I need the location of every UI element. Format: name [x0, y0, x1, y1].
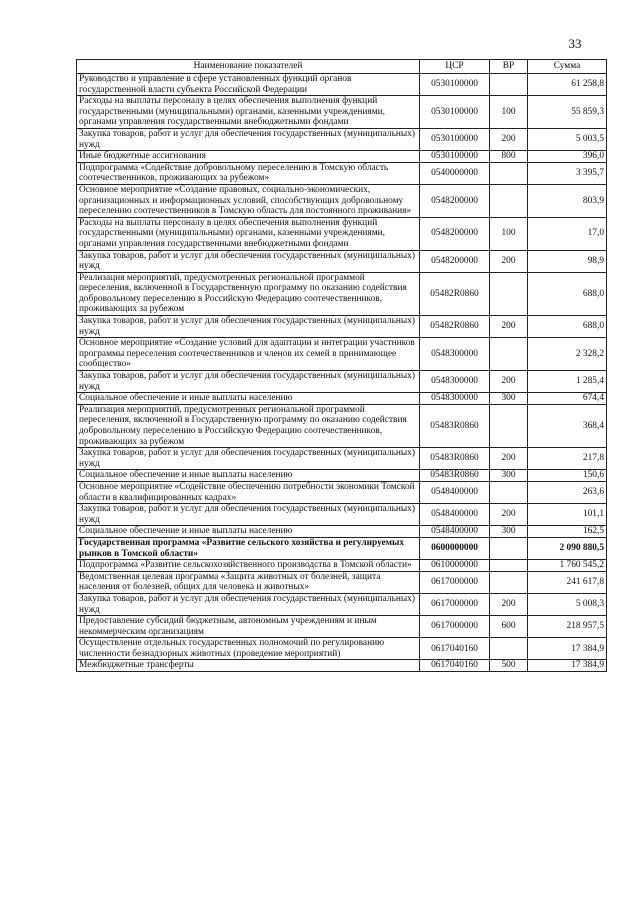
row-vr-cell — [490, 560, 528, 572]
row-vr-cell: 800 — [490, 151, 528, 163]
row-name-cell: Подпрограмма «Содействие добровольному переселению в Томскую область соотечественников, проживающих за рубежом» — [77, 162, 420, 184]
row-vr-cell: 200 — [490, 128, 528, 150]
table-header-row — [77, 60, 607, 74]
table-row — [77, 504, 607, 526]
row-vr-cell: 200 — [490, 504, 528, 526]
row-sum-cell: 396,0 — [528, 151, 607, 163]
row-csr-cell: 05483R0860 — [420, 404, 490, 447]
table-row — [77, 96, 607, 129]
row-csr-cell: 0540000000 — [420, 162, 490, 184]
table-row — [77, 338, 607, 371]
table-row — [77, 162, 607, 184]
row-sum-cell: 162,5 — [528, 526, 607, 538]
row-sum-cell: 218 957,5 — [528, 616, 607, 638]
table-row — [77, 616, 607, 638]
row-vr-cell: 100 — [490, 96, 528, 129]
row-csr-cell: 0617000000 — [420, 593, 490, 615]
table-row — [77, 638, 607, 660]
row-vr-cell — [490, 571, 528, 593]
row-csr-cell: 0548400000 — [420, 481, 490, 503]
row-sum-cell: 61 258,8 — [528, 74, 607, 96]
row-csr-cell: 0617040160 — [420, 660, 490, 672]
row-vr-cell — [490, 481, 528, 503]
row-sum-cell: 688,0 — [528, 272, 607, 315]
row-vr-cell: 300 — [490, 526, 528, 538]
row-sum-cell: 1 285,4 — [528, 371, 607, 393]
row-sum-cell: 98,9 — [528, 250, 607, 272]
row-name-cell: Государственная программа «Развитие сельского хозяйства и регулируемых рынков в Томской области» — [77, 537, 420, 559]
row-csr-cell: 0548300000 — [420, 371, 490, 393]
row-vr-cell: 200 — [490, 593, 528, 615]
row-name-cell: Подпрограмма «Развитие сельскохозяйственного производства в Томской области» — [77, 560, 420, 572]
row-sum-cell: 17 384,9 — [528, 638, 607, 660]
row-csr-cell: 0610000000 — [420, 560, 490, 572]
row-sum-cell: 803,9 — [528, 184, 607, 217]
row-name-cell: Иные бюджетные ассигнования — [77, 151, 420, 163]
row-csr-cell: 0548400000 — [420, 504, 490, 526]
row-csr-cell: 0548200000 — [420, 250, 490, 272]
row-csr-cell: 0617040160 — [420, 638, 490, 660]
row-csr-cell: 0530100000 — [420, 151, 490, 163]
row-vr-cell — [490, 638, 528, 660]
table-row — [77, 560, 607, 572]
row-name-cell: Основное мероприятие «Создание условий для адаптации и интеграции участников программы переселения соотечественников и членов их семей в принимающее сообщество» — [77, 338, 420, 371]
header-name: Наименование показателей — [77, 60, 420, 74]
row-vr-cell — [490, 184, 528, 217]
table-row — [77, 537, 607, 559]
row-vr-cell — [490, 537, 528, 559]
row-sum-cell: 1 760 545,2 — [528, 560, 607, 572]
table-row — [77, 128, 607, 150]
row-csr-cell: 05482R0860 — [420, 272, 490, 315]
row-name-cell: Закупка товаров, работ и услуг для обеспечения государственных (муниципальных) нужд — [77, 448, 420, 470]
table-row — [77, 448, 607, 470]
row-name-cell: Основное мероприятие «Содействие обеспечению потребности экономики Томской области в квалифицированных кадрах» — [77, 481, 420, 503]
row-name-cell: Осуществление отдельных государственных полномочий по регулированию численности безнадзорных животных (проведение мероприятий) — [77, 638, 420, 660]
row-name-cell: Закупка товаров, работ и услуг для обеспечения государственных (муниципальных) нужд — [77, 250, 420, 272]
table-row — [77, 217, 607, 250]
row-vr-cell: 300 — [490, 470, 528, 482]
row-name-cell: Закупка товаров, работ и услуг для обеспечения государственных (муниципальных) нужд — [77, 316, 420, 338]
row-sum-cell: 150,6 — [528, 470, 607, 482]
row-vr-cell — [490, 162, 528, 184]
row-csr-cell: 05483R0860 — [420, 470, 490, 482]
row-vr-cell: 500 — [490, 660, 528, 672]
row-sum-cell: 368,4 — [528, 404, 607, 447]
row-sum-cell: 3 395,7 — [528, 162, 607, 184]
table-row — [77, 404, 607, 447]
row-csr-cell: 0548300000 — [420, 338, 490, 371]
row-csr-cell: 0617000000 — [420, 571, 490, 593]
row-sum-cell: 674,4 — [528, 393, 607, 405]
row-sum-cell: 241 617,8 — [528, 571, 607, 593]
header-sum: Сумма — [528, 60, 607, 74]
row-csr-cell: 0548300000 — [420, 393, 490, 405]
table-row — [77, 151, 607, 163]
table-row — [77, 526, 607, 538]
table-body — [77, 74, 607, 672]
row-name-cell: Закупка товаров, работ и услуг для обеспечения государственных (муниципальных) нужд — [77, 504, 420, 526]
table-row — [77, 393, 607, 405]
row-name-cell: Закупка товаров, работ и услуг для обеспечения государственных (муниципальных) нужд — [77, 128, 420, 150]
table-row — [77, 660, 607, 672]
row-name-cell: Социальное обеспечение и иные выплаты населению — [77, 393, 420, 405]
table-row — [77, 470, 607, 482]
row-vr-cell — [490, 338, 528, 371]
row-sum-cell: 688,0 — [528, 316, 607, 338]
row-sum-cell: 217,8 — [528, 448, 607, 470]
row-name-cell: Закупка товаров, работ и услуг для обеспечения государственных (муниципальных) нужд — [77, 593, 420, 615]
header-csr: ЦСР — [420, 60, 490, 74]
row-vr-cell — [490, 272, 528, 315]
table-row — [77, 571, 607, 593]
row-sum-cell: 5 003,5 — [528, 128, 607, 150]
row-vr-cell: 200 — [490, 371, 528, 393]
row-name-cell: Социальное обеспечение и иные выплаты населению — [77, 470, 420, 482]
row-sum-cell: 17,0 — [528, 217, 607, 250]
row-name-cell: Реализация мероприятий, предусмотренных региональной программой переселения, включенной в Государственную программу по оказанию содействия добровольному переселению в Российскую Федерацию соотечественников, проживающих за рубежом — [77, 272, 420, 315]
row-sum-cell: 2 328,2 — [528, 338, 607, 371]
row-name-cell: Закупка товаров, работ и услуг для обеспечения государственных (муниципальных) нужд — [77, 371, 420, 393]
row-name-cell: Предоставление субсидий бюджетным, автономным учреждениям и иным некоммерческим организациям — [77, 616, 420, 638]
row-name-cell: Расходы на выплаты персоналу в целях обеспечения выполнения функций государственными (муниципальными) органами, казенными учреждениями, органами управления государственными внебюджетными фондами — [77, 217, 420, 250]
row-name-cell: Реализация мероприятий, предусмотренных региональной программой переселения, включенной в Государственную программу по оказанию содействия добровольному переселению в Российскую Федерацию соотечественников, проживающих за рубежом — [77, 404, 420, 447]
row-csr-cell: 0548200000 — [420, 184, 490, 217]
row-sum-cell: 2 090 880,5 — [528, 537, 607, 559]
row-sum-cell: 263,6 — [528, 481, 607, 503]
row-csr-cell: 0530100000 — [420, 128, 490, 150]
row-csr-cell: 0530100000 — [420, 96, 490, 129]
row-sum-cell: 5 008,3 — [528, 593, 607, 615]
table-row — [77, 250, 607, 272]
row-csr-cell: 0548400000 — [420, 526, 490, 538]
table-row — [77, 593, 607, 615]
table-row — [77, 481, 607, 503]
row-csr-cell: 0600000000 — [420, 537, 490, 559]
row-vr-cell: 200 — [490, 448, 528, 470]
row-name-cell: Основное мероприятие «Создание правовых, социально-экономических, организационных и информационных условий, способствующих добровольному переселению соотечественников в Томскую область для постоянного проживания» — [77, 184, 420, 217]
table-row — [77, 316, 607, 338]
table-row — [77, 184, 607, 217]
table-row — [77, 371, 607, 393]
table-row — [77, 74, 607, 96]
table-row — [77, 272, 607, 315]
header-vr: ВР — [490, 60, 528, 74]
row-csr-cell: 05482R0860 — [420, 316, 490, 338]
row-sum-cell: 55 859,3 — [528, 96, 607, 129]
row-vr-cell: 200 — [490, 316, 528, 338]
page-number: 33 — [568, 36, 582, 51]
row-vr-cell — [490, 404, 528, 447]
row-vr-cell: 200 — [490, 250, 528, 272]
row-vr-cell: 300 — [490, 393, 528, 405]
row-vr-cell — [490, 74, 528, 96]
row-vr-cell: 600 — [490, 616, 528, 638]
row-sum-cell: 101,1 — [528, 504, 607, 526]
row-name-cell: Руководство и управление в сфере установленных функций органов государственной власти субъекта Российской Федерации — [77, 74, 420, 96]
row-name-cell: Социальное обеспечение и иные выплаты населению — [77, 526, 420, 538]
budget-table — [76, 59, 607, 672]
row-sum-cell: 17 384,9 — [528, 660, 607, 672]
row-name-cell: Межбюджетные трансферты — [77, 660, 420, 672]
row-csr-cell: 05483R0860 — [420, 448, 490, 470]
row-csr-cell: 0617000000 — [420, 616, 490, 638]
row-vr-cell: 100 — [490, 217, 528, 250]
row-name-cell: Расходы на выплаты персоналу в целях обеспечения выполнения функций государственными (муниципальными) органами, казенными учреждениями, органами управления государственными внебюджетными фондами — [77, 96, 420, 129]
row-name-cell: Ведомственная целевая программа «Защита животных от болезней, защита населения от болезней, общих для человека и животных» — [77, 571, 420, 593]
row-csr-cell: 0548200000 — [420, 217, 490, 250]
row-csr-cell: 0530100000 — [420, 74, 490, 96]
